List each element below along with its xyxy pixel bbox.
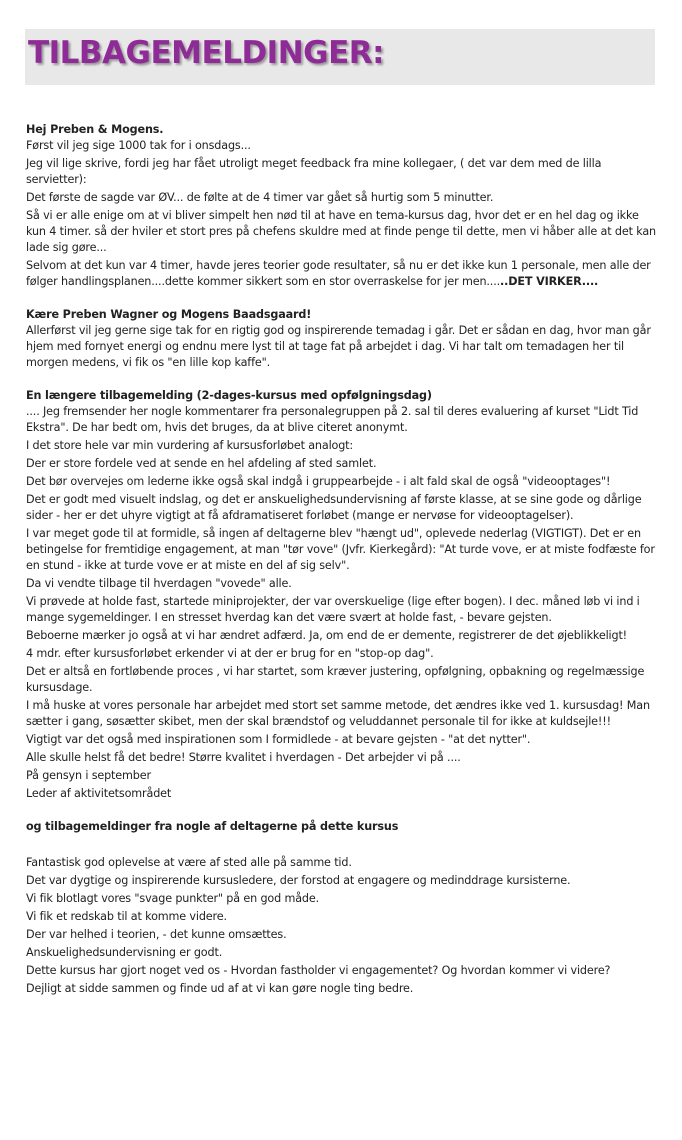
paragraph: Da vi vendte tilbage til hverdagen "vovede" alle. <box>26 577 292 590</box>
paragraph: I var meget gode til at formidle, så ingen af deltagerne blev "hængt ud", oplevede nederlag (VIGTIGT). Det er en betingelse for fremtidige engagement, at man "tør vove" (Jvfr. Kierkegård): "At turde vove, er at miste fodfæste for en stund - ikke at turde vove er at miste en del af sig selv". <box>26 527 655 572</box>
paragraph: Først vil jeg sige 1000 tak for i onsdags... <box>26 139 251 152</box>
paragraph: Det er altså en fortløbende proces , vi har startet, som kræver justering, opfølgning, opbakning og regelmæssige kursusdage. <box>26 665 645 694</box>
list-item: Dejligt at sidde sammen og finde ud af at vi kan gøre nogle ting bedre. <box>26 982 414 995</box>
list-item: Fantastisk god oplevelse at være af sted alle på samme tid. <box>26 856 352 869</box>
paragraph: Det bør overvejes om lederne ikke også skal indgå i gruppearbejde - i alt fald skal de også "videooptages"! <box>26 475 611 488</box>
emphasis-text: ..DET VIRKER.... <box>500 275 599 288</box>
paragraph: Alle skulle helst få det bedre! Større kvalitet i hverdagen - Det arbejder vi på .... <box>26 751 461 764</box>
paragraph: Det er godt med visuelt indslag, og det er anskuelighedsundervisning af første klasse, at se sine gode og dårlige sider - her er det uhyre vigtigt at få afdramatiseret forløbet (mange er nervøse for videooptagelser). <box>26 493 642 522</box>
section2-heading: Kære Preben Wagner og Mogens Baadsgaard! <box>26 308 312 321</box>
paragraph: Det første de sagde var ØV... de følte at de 4 timer var gået så hurtig som 5 minutter. <box>26 191 494 204</box>
paragraph: På gensyn i september <box>26 769 151 782</box>
paragraph: Allerførst vil jeg gerne sige tak for en rigtig god og inspirerende temadag i går. Det er sådan en dag, hvor man går hjem med fornyet energi og endnu mere lyst til at tage fat på arbejdet i dag. Vi har talt om temadagen her til morgen medens, vi fik os "en lille kop kaffe". <box>26 324 651 369</box>
paragraph: .... Jeg fremsender her nogle kommentarer fra personalegruppen på 2. sal til deres evaluering af kurset "Lidt Tid Ekstra". De har bedt om, hvis det bruges, da at blive citeret anonymt. <box>26 405 639 434</box>
paragraph-text: Selvom at det kun var 4 timer, havde jeres teorier gode resultater, så nu er det ikke kun 1 personale, men alle der følger handlingsplanen....dette kommer sikkert som en stor overraskelse for jer men.... <box>26 259 651 288</box>
list-item: Dette kursus har gjort noget ved os - Hvordan fastholder vi engagementet? Og hvordan kommer vi videre? <box>26 964 611 977</box>
paragraph: Vi prøvede at holde fast, startede miniprojekter, der var overskuelige (lige efter bogen). I dec. måned løb vi ind i mange sygemeldinger. I en stresset hverdag kan det være svært at holde fast, - bevare gejsten. <box>26 595 640 624</box>
list-item: Vi fik blotlagt vores "svage punkter" på en god måde. <box>26 892 320 905</box>
list-item: Vi fik et redskab til at komme videre. <box>26 910 227 923</box>
list-item: Anskuelighedsundervisning er godt. <box>26 946 223 959</box>
paragraph: Beboerne mærker jo også at vi har ændret adfærd. Ja, om end de er demente, registrerer de det øjeblikkeligt! <box>26 629 628 642</box>
page-title: TILBAGEMELDINGER: <box>28 35 385 71</box>
section1-heading: Hej Preben & Mogens. <box>26 123 164 136</box>
signature: Leder af aktivitetsområdet <box>26 787 172 800</box>
paragraph <box>26 258 656 290</box>
list-item: Der var helhed i teorien, - det kunne omsættes. <box>26 928 287 941</box>
list-item: Det var dygtige og inspirerende kursusledere, der forstod at engagere og medinddrage kursisterne. <box>26 874 571 887</box>
paragraph: 4 mdr. efter kursusforløbet erkender vi at der er brug for en "stop-op dag". <box>26 647 434 660</box>
paragraph: I må huske at vores personale har arbejdet med stort set samme metode, det ændres ikke ved 1. kursusdag! Man sætter i gang, søsætter skibet, men der skal brændstof og veluddannet personale til for ikke at kuldsejle!!! <box>26 699 650 728</box>
title-banner <box>25 29 655 85</box>
paragraph: Så vi er alle enige om at vi bliver simpelt hen nød til at have en tema-kursus dag, hvor det er en hel dag og ikke kun 4 timer. så der hviler et stort pres på chefens skuldre med at finde penge til dette, men vi håber alle at det kan lade sig gøre... <box>26 209 656 254</box>
paragraph: I det store hele var min vurdering af kursusforløbet analogt: <box>26 439 354 452</box>
section3-heading: En længere tilbagemelding (2-dages-kursus med opfølgningsdag) <box>26 389 432 402</box>
paragraph: Vigtigt var det også med inspirationen som I formidlede - at bevare gejsten - "at det nytter". <box>26 733 531 746</box>
paragraph: Der er store fordele ved at sende en hel afdeling af sted samlet. <box>26 457 377 470</box>
paragraph: Jeg vil lige skrive, fordi jeg har fået utroligt meget feedback fra mine kollegaer, ( det var dem med de lilla servietter): <box>26 157 602 186</box>
section4-heading: og tilbagemeldinger fra nogle af deltagerne på dette kursus <box>26 820 399 833</box>
feedback-content <box>26 122 656 999</box>
